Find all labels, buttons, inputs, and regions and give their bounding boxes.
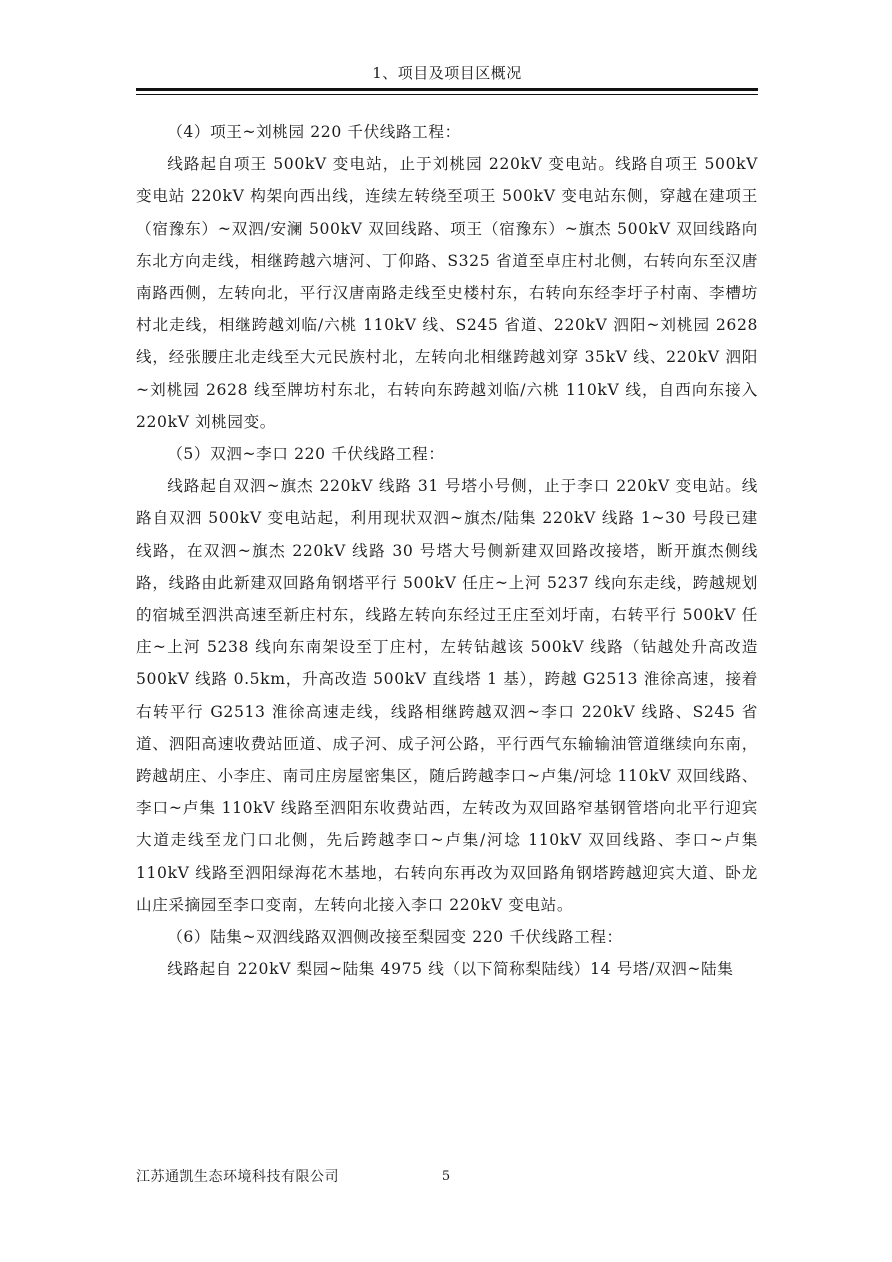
section-heading: （4）项王~刘桃园 220 千伏线路工程： (167, 123, 461, 141)
section-heading: （6）陆集~双泗线路双泗侧改接至梨园变 220 千伏线路工程： (167, 928, 623, 947)
page-header-title: 1、项目及项目区概况 (372, 64, 522, 82)
section-heading: （5）双泗~李口 220 千伏线路工程： (167, 445, 445, 464)
footer-page-number: 5 (441, 1169, 451, 1184)
document-body (136, 116, 758, 985)
header-rule-thin (136, 94, 758, 95)
section-paragraph: 线路起自项王 500kV 变电站，止于刘桃园 220kV 变电站。线路自项王 500kV 变电站 220kV 构架向西出线，连续左转绕至项王 500kV 变电站东侧，穿越在建项王（宿豫东）~双泗/安澜 500kV 双回线路、项王（宿豫东）~旗杰 500kV 双回线路向东北方向走线，相继跨越六塘河、丁仰路、S325 省道至卓庄村北侧，右转向东至汉唐南路西侧，左转向北，平行汉唐南路走线至史楼村东，右转向东经李圩子村南、李槽坊村北走线，相继跨越刘临/六桃 110kV 线、S245 省道、220kV 泗阳~刘桃园 2628 线，经张腰庄北走线至大元民族村北，左转向北相继跨越刘穿 35kV 线、220kV 泗阳~刘桃园 2628 线至牌坊村东北，右转向东跨越刘临/六桃 110kV 线，自西向东接入 220kV 刘桃园变。 (136, 155, 758, 431)
footer-company: 江苏通凯生态环境科技有限公司 (136, 1169, 339, 1185)
header-rule-thick (136, 88, 758, 91)
section-paragraph: 线路起自 220kV 梨园~陆集 4975 线（以下简称梨陆线）14 号塔/双泗~陆集 (167, 960, 734, 979)
section-paragraph: 线路起自双泗~旗杰 220kV 线路 31 号塔小号侧，止于李口 220kV 变电站。线路自双泗 500kV 变电站起，利用现状双泗~旗杰/陆集 220kV 线路 1~30 号段已建线路，在双泗~旗杰 220kV 线路 30 号塔大号侧新建双回路改接塔，断开旗杰侧线路，线路由此新建双回路角钢塔平行 500kV 任庄~上河 5237 线向东走线，跨越规划的宿城至泗洪高速至新庄村东，线路左转向东经过王庄至刘圩南，右转平行 500kV 任庄~上河 5238 线向东南架设至丁庄村，左转钻越该 500kV 线路（钻越处升高改造 500kV 线路 0.5km，升高改造 500kV 直线塔 1 基），跨越 G2513 淮徐高速，接着右转平行 G2513 淮徐高速走线，线路相继跨越双泗~李口 220kV 线路、S245 省道、泗阳高速收费站匝道、成子河、成子河公路，平行西气东输输油管道继续向东南，跨越胡庄、小李庄、南司庄房屋密集区，随后跨越李口~卢集/河埝 110kV 双回线路、李口~卢集 110kV 线路至泗阳东收费站西，左转改为双回路窄基钢管塔向北平行迎宾大道走线至龙门口北侧，先后跨越李口~卢集/河埝 110kV 双回线路、李口~卢集 110kV 线路至泗阳绿海花木基地，右转向东再改为双回路角钢塔跨越迎宾大道、卧龙山庄采摘园至李口变南，左转向北接入李口 220kV 变电站。 (136, 477, 758, 914)
